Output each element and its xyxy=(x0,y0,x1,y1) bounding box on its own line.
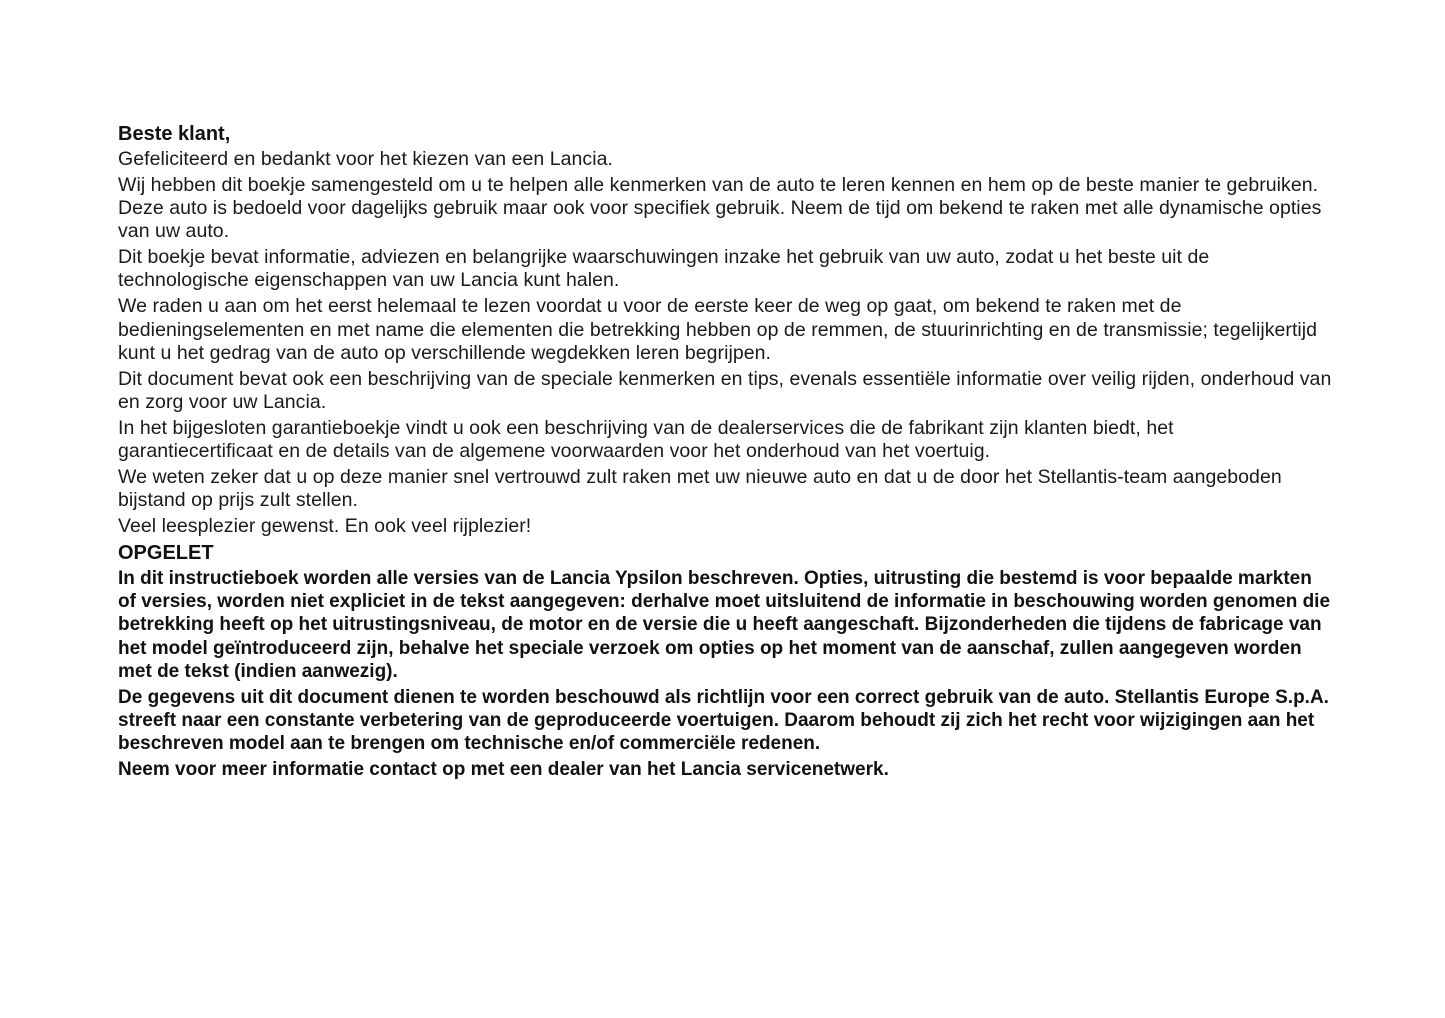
paragraph-closing: Veel leesplezier gewenst. En ook veel rijplezier! xyxy=(118,514,532,537)
paragraph-read-first: We raden u aan om het eerst helemaal te lezen voordat u voor de eerste keer de weg op gaat, om bekend te raken met de bedieningselementen en met name die elementen die betrekking hebben op de remmen, de stuurinrichting en de transmissie; tegelijkertijd kunt u het gedrag van de auto op verschillende wegdekken leren begrijpen. xyxy=(118,295,1318,364)
warning-heading: OPGELET xyxy=(118,541,214,564)
paragraph-warranty: In het bijgesloten garantieboekje vindt u ook een beschrijving van de dealerservices die de fabrikant zijn klanten biedt, het garantiecertificaat en de details van de algemene voorwaarden voor het onderhoud van het voertuig. xyxy=(118,416,1174,463)
paragraph-intro: Wij hebben dit boekje samengesteld om u te helpen alle kenmerken van de auto te leren kennen en hem op de beste manier te gebruiken. Deze auto is bedoeld voor dagelijks gebruik maar ook voor specifiek gebruik. Neem de tijd om bekend te raken met alle dynamische opties van uw auto. xyxy=(118,173,1322,243)
warning-versions: In dit instructieboek worden alle versies van de Lancia Ypsilon beschreven. Opties, uitrusting die bestemd is voor bepaalde markten of versies, worden niet expliciet in de tekst aangegeven: derhalve moet uitsluitend de informatie in beschouwing worden genomen die betrekking heeft op het uitrustingsniveau, de motor en de versie die u heeft aangeschaft. Bijzonderheden die tijdens de fabricage van het model geïntroduceerd zijn, behalve het speciale verzoek om opties op het moment van de aanschaf, zullen aangegeven worden met de tekst (indien aanwezig). xyxy=(118,567,1331,682)
warning-contact: Neem voor meer informatie contact op met een dealer van het Lancia servicenetwerk. xyxy=(118,759,889,781)
document-page xyxy=(118,122,1333,784)
warning-guideline: De gegevens uit dit document dienen te worden beschouwd als richtlijn voor een correct gebruik van de auto. Stellantis Europe S.p.A. streeft naar een constante verbetering van de geproduceerde voertuigen. Daarom behoudt zij zich het recht voor wijzigingen aan het beschreven model aan te brengen om technische en/of commerciële redenen. xyxy=(118,686,1329,755)
paragraph-congrats: Gefeliciteerd en bedankt voor het kiezen van een Lancia. xyxy=(118,148,613,170)
paragraph-assistance: We weten zeker dat u op deze manier snel vertrouwd zult raken met uw nieuwe auto en dat u de door het Stellantis-team aangeboden bijstand op prijs zult stellen. xyxy=(118,465,1282,512)
greeting: Beste klant, xyxy=(118,123,231,145)
paragraph-safety: Dit document bevat ook een beschrijving van de speciale kenmerken en tips, evenals essentiële informatie over veilig rijden, onderhoud van en zorg voor uw Lancia. xyxy=(118,367,1332,413)
paragraph-contents: Dit boekje bevat informatie, adviezen en belangrijke waarschuwingen inzake het gebruik van uw auto, zodat u het beste uit de technologische eigenschappen van uw Lancia kunt halen. xyxy=(118,246,1210,292)
